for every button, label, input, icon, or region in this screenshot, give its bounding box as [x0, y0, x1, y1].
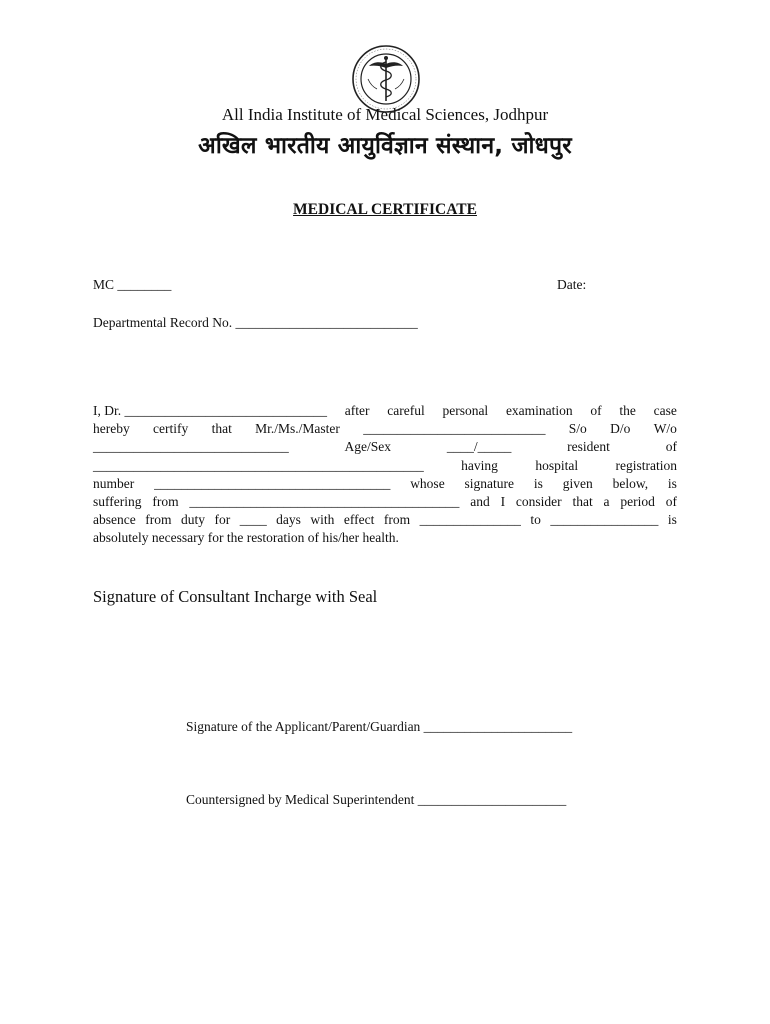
countersigned-label: Countersigned by Medical Superintendent ______________________: [186, 792, 567, 807]
body-word: careful: [387, 403, 425, 418]
body-word: suffering: [93, 494, 142, 510]
institute-name-hi: अखिल भारतीय आयुर्विज्ञान संस्थान, जोधपुर: [198, 133, 572, 159]
body-word: from: [145, 512, 172, 528]
body-word: below,: [612, 475, 649, 491]
body-line: [93, 493, 677, 511]
body-word: hospital: [535, 457, 579, 473]
body-word: duty: [180, 512, 205, 528]
body-line: [93, 402, 677, 420]
body-word: personal: [442, 403, 489, 418]
body-word: the: [619, 403, 636, 418]
body-word: consider: [515, 494, 562, 510]
mc-field: MC ________: [93, 277, 172, 292]
body-word: certify: [153, 421, 189, 437]
body-word: of: [665, 439, 677, 455]
body-word: effect: [343, 512, 375, 528]
body-word: ________________________________________: [189, 494, 460, 510]
body-word: _________________________________________________: [93, 457, 424, 473]
body-word: from: [383, 512, 411, 528]
body-word: W/o: [653, 421, 677, 437]
body-word: and: [470, 494, 490, 510]
body-line: [93, 420, 677, 438]
body-word: ___________________________________: [154, 475, 391, 491]
body-word: I: [500, 494, 506, 510]
body-word: ___________________________: [363, 421, 546, 437]
body-word: given: [562, 475, 593, 491]
page-title: MEDICAL CERTIFICATE: [293, 201, 477, 218]
body-word: hereby: [93, 421, 130, 437]
body-word: case: [653, 403, 677, 418]
aiims-emblem-icon: [351, 44, 421, 114]
body-word: Age/Sex: [344, 439, 392, 455]
body-word: with: [310, 512, 335, 528]
institute-name-en: All India Institute of Medical Sciences, Jodhpur: [221, 105, 549, 124]
body-word: for: [214, 512, 231, 528]
body-word: absolutely necessary for the restoration of his/her health.: [93, 530, 399, 546]
body-word: that: [572, 494, 593, 510]
body-word: examination: [505, 403, 573, 418]
body-word: of: [590, 403, 602, 418]
body-word: after: [344, 403, 370, 418]
body-word: registration: [615, 457, 677, 473]
body-word: having: [461, 457, 498, 473]
body-word: resident: [567, 439, 610, 455]
body-word: _______________: [419, 512, 521, 528]
body-word: Mr./Ms./Master: [255, 421, 340, 437]
body-word: _____________________________: [93, 439, 289, 455]
body-word: from: [152, 494, 179, 510]
body-word: ____/_____: [446, 439, 512, 455]
applicant-signature-label: Signature of the Applicant/Parent/Guardian ______________________: [186, 719, 573, 734]
certificate-body: [93, 402, 677, 548]
dept-record-field: Departmental Record No. ___________________________: [93, 315, 418, 330]
body-word: whose: [410, 475, 445, 491]
consultant-signature-label: Signature of Consultant Incharge with Seal: [93, 587, 378, 606]
body-word: that: [211, 421, 232, 437]
body-word: days: [276, 512, 301, 528]
body-word: S/o: [568, 421, 587, 437]
body-line: [93, 511, 677, 529]
body-word: is: [667, 475, 677, 491]
body-line: [93, 457, 677, 475]
body-word: a: [603, 494, 610, 510]
body-word: is: [533, 475, 543, 491]
body-word: D/o: [610, 421, 631, 437]
body-word: ____: [239, 512, 267, 528]
body-line: [93, 438, 677, 456]
body-line: [93, 529, 677, 547]
body-word: signature: [464, 475, 515, 491]
body-word: absence: [93, 512, 136, 528]
body-word: number: [93, 475, 135, 491]
body-word: period: [620, 494, 655, 510]
body-line: [93, 475, 677, 493]
body-word: is: [667, 512, 677, 528]
body-word: ________________: [550, 512, 659, 528]
body-word: to: [530, 512, 541, 528]
date-field: Date:: [557, 277, 587, 292]
body-word: of: [665, 494, 677, 510]
body-word: I, Dr. ______________________________: [93, 403, 327, 418]
